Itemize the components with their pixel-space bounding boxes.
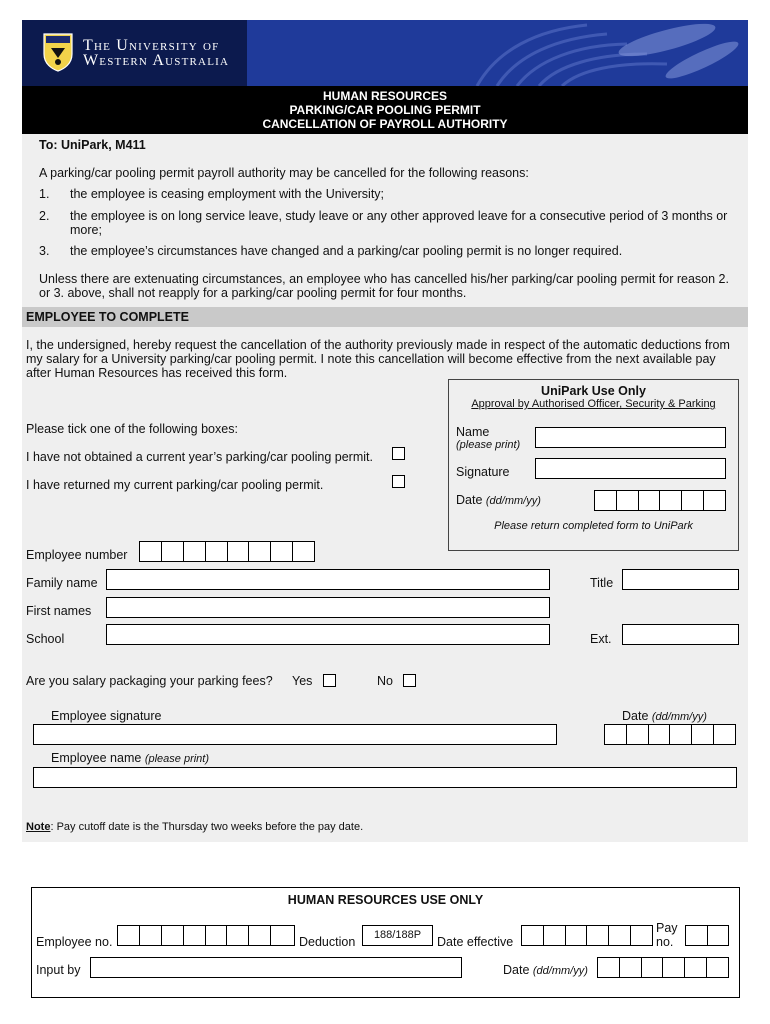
hr-date-text: Date bbox=[503, 963, 530, 977]
option-not-obtained-label: I have not obtained a current year’s parking/car pooling permit. bbox=[26, 450, 373, 464]
unipark-date-text: Date bbox=[456, 493, 483, 507]
unipark-heading: UniPark Use Only bbox=[541, 384, 646, 398]
employee-name-text: Employee name bbox=[51, 751, 142, 765]
unipark-date-format: (dd/mm/yy) bbox=[485, 495, 541, 507]
form-title-bar bbox=[22, 86, 748, 134]
unipark-signature-label: Signature bbox=[456, 465, 510, 479]
reason-2-text: the employee is on long service leave, study leave or any other approved leave for a consecutive period of 3 months or more; bbox=[70, 209, 728, 237]
salary-yes-label: Yes bbox=[292, 674, 313, 688]
hr-pay-text: Pay bbox=[656, 921, 678, 935]
unipark-date-label bbox=[456, 493, 541, 507]
option-returned-label: I have returned my current parking/car pooling permit. bbox=[26, 478, 324, 492]
reason-3-num: 3. bbox=[39, 244, 50, 258]
school-field[interactable] bbox=[106, 624, 550, 645]
first-names-label: First names bbox=[26, 604, 92, 618]
unipark-signature-field[interactable] bbox=[535, 458, 726, 479]
employee-date-format: (dd/mm/yy) bbox=[651, 711, 707, 723]
hr-pay-no-field[interactable] bbox=[685, 925, 729, 946]
employee-date-label bbox=[622, 709, 707, 723]
hr-date-format: (dd/mm/yy) bbox=[532, 965, 588, 977]
hr-no-text: no. bbox=[656, 935, 674, 949]
banner-decoration bbox=[247, 20, 748, 86]
recipient-label: To: UniPark, M411 bbox=[39, 138, 146, 152]
option-not-obtained-checkbox[interactable] bbox=[392, 447, 405, 460]
employee-signature-field[interactable] bbox=[33, 724, 557, 745]
reason-3-text: the employee’s circumstances have changed and a parking/car pooling permit is no longer required. bbox=[70, 244, 623, 258]
unipark-subheading: Approval by Authorised Officer, Security & Parking bbox=[471, 398, 716, 410]
unipark-name-label: Name bbox=[456, 425, 490, 439]
university-wordmark: The University of Western Australia bbox=[83, 37, 230, 69]
university-crest-icon bbox=[42, 32, 74, 72]
employee-number-label: Employee number bbox=[26, 548, 128, 562]
unipark-please-print: (please print) bbox=[456, 439, 521, 451]
tick-prompt: Please tick one of the following boxes: bbox=[26, 422, 238, 436]
ext-label: Ext. bbox=[590, 632, 612, 646]
option-returned-checkbox[interactable] bbox=[392, 475, 405, 488]
salary-yes-checkbox[interactable] bbox=[323, 674, 336, 687]
hr-input-by-label: Input by bbox=[36, 963, 81, 977]
reason-2-num: 2. bbox=[39, 209, 50, 223]
hr-date-effective-field[interactable] bbox=[521, 925, 653, 946]
hr-deduction-label: Deduction bbox=[299, 935, 356, 949]
unipark-name-field[interactable] bbox=[535, 427, 726, 448]
note-label: Note bbox=[26, 821, 51, 833]
salary-no-checkbox[interactable] bbox=[403, 674, 416, 687]
form-title-line2: CANCELLATION OF PAYROLL AUTHORITY bbox=[262, 117, 508, 131]
unipark-date-field[interactable] bbox=[594, 490, 726, 511]
employee-number-field[interactable] bbox=[139, 541, 315, 562]
family-name-field[interactable] bbox=[106, 569, 550, 590]
declaration-text: I, the undersigned, hereby request the cancellation of the authority previously made in respect of the automatic deductions from my salary for a University parking/car pooling permit. I note this cancellation will become effective from the next available pay after Human Resources has received this form. bbox=[26, 338, 730, 380]
hr-input-by-field[interactable] bbox=[90, 957, 462, 978]
note-text: : Pay cutoff date is the Thursday two weeks before the pay date. bbox=[50, 821, 364, 833]
employee-name-label bbox=[51, 751, 209, 765]
hr-date-effective-label: Date effective bbox=[437, 935, 514, 949]
hr-pay-no-label bbox=[656, 921, 678, 949]
reason-1-text: the employee is ceasing employment with the University; bbox=[70, 187, 385, 201]
intro-closing: Unless there are extenuating circumstances, an employee who has cancelled his/her parking/car pooling permit for reason 2. or 3. above, shall not reapply for a parking/car pooling permit for four months. bbox=[39, 272, 729, 300]
family-name-label: Family name bbox=[26, 576, 98, 590]
employee-date-text: Date bbox=[622, 709, 649, 723]
employee-name-field[interactable] bbox=[33, 767, 737, 788]
form-title-line1: PARKING/CAR POOLING PERMIT bbox=[289, 103, 481, 117]
department-label: HUMAN RESOURCES bbox=[322, 89, 447, 103]
hr-employee-no-field[interactable] bbox=[117, 925, 295, 946]
first-names-field[interactable] bbox=[106, 597, 550, 618]
hr-deduction-code: 188/188P bbox=[362, 925, 433, 946]
employee-date-field[interactable] bbox=[604, 724, 736, 745]
hr-heading: HUMAN RESOURCES USE ONLY bbox=[287, 893, 484, 907]
title-field[interactable] bbox=[622, 569, 739, 590]
hr-date-label bbox=[503, 963, 588, 977]
employee-signature-label: Employee signature bbox=[51, 709, 162, 723]
salary-no-label: No bbox=[377, 674, 393, 688]
salary-packaging-question: Are you salary packaging your parking fees? bbox=[26, 674, 273, 688]
hr-employee-no-label: Employee no. bbox=[36, 935, 113, 949]
school-label: School bbox=[26, 632, 65, 646]
reason-1-num: 1. bbox=[39, 187, 50, 201]
employee-name-please-print: (please print) bbox=[144, 753, 210, 765]
title-label: Title bbox=[590, 576, 614, 590]
section-heading-employee: EMPLOYEE TO COMPLETE bbox=[22, 307, 748, 327]
intro-lead: A parking/car pooling permit payroll authority may be cancelled for the following reasons: bbox=[39, 166, 529, 180]
pay-cutoff-note bbox=[26, 821, 363, 833]
ext-field[interactable] bbox=[622, 624, 739, 645]
unipark-return-note: Please return completed form to UniPark bbox=[494, 520, 693, 532]
hr-date-field[interactable] bbox=[597, 957, 729, 978]
